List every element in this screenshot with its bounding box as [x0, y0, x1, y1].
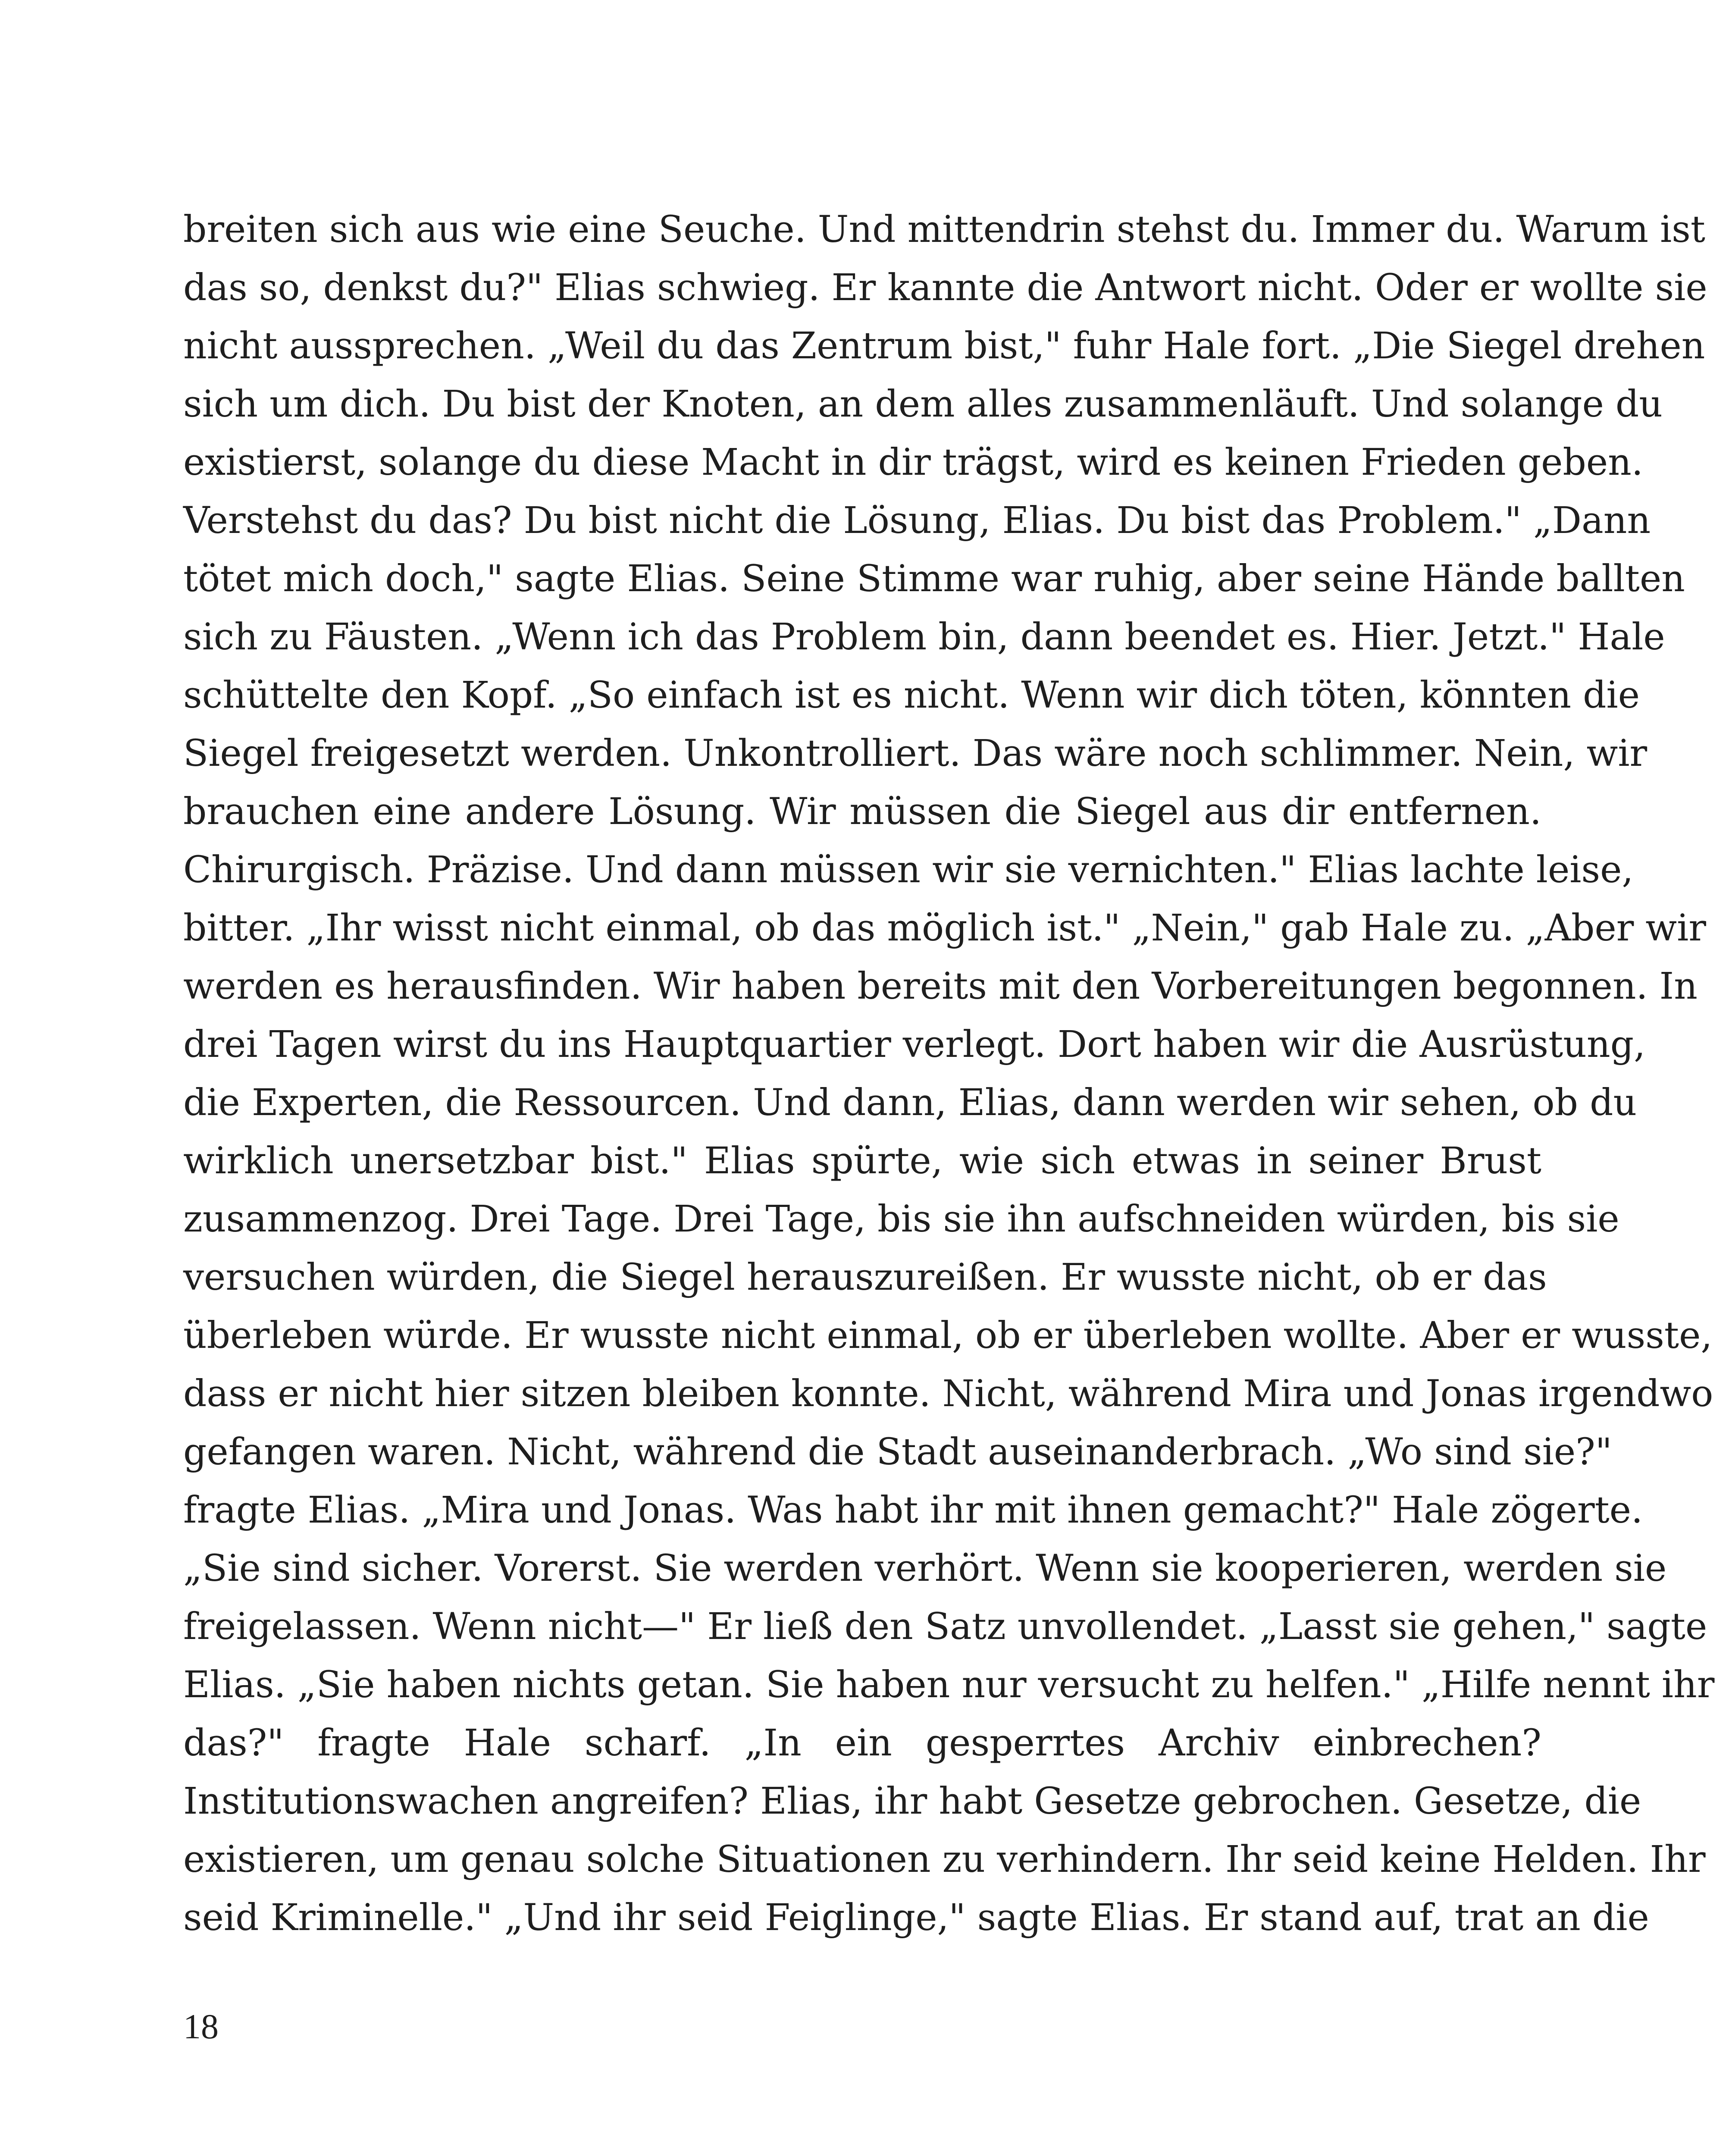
page-number: 18: [183, 2007, 219, 2046]
text-line: Institutionswachen angreifen? Elias, ihr habt Gesetze gebrochen. Gesetze, die: [183, 1780, 1641, 1823]
text-line: nicht aussprechen. „Weil du das Zentrum bist," fuhr Hale fort. „Die Siegel drehen: [183, 325, 1705, 367]
text-line: sich zu Fäusten. „Wenn ich das Problem bin, dann beendet es. Hier. Jetzt." Hale: [183, 616, 1665, 658]
text-line: gefangen waren. Nicht, während die Stadt auseinanderbrach. „Wo sind sie?": [183, 1431, 1612, 1473]
text-line: tötet mich doch," sagte Elias. Seine Stimme war ruhig, aber seine Hände ballten: [183, 558, 1685, 600]
text-line: überleben würde. Er wusste nicht einmal, ob er überleben wollte. Aber er wusste,: [183, 1314, 1713, 1357]
text-line: breiten sich aus wie eine Seuche. Und mittendrin stehst du. Immer du. Warum ist: [183, 208, 1706, 251]
text-line: Verstehst du das? Du bist nicht die Lösung, Elias. Du bist das Problem." „Dann: [183, 499, 1651, 542]
text-line: drei Tagen wirst du ins Hauptquartier verlegt. Dort haben wir die Ausrüstung,: [183, 1023, 1646, 1066]
text-line: bitter. „Ihr wisst nicht einmal, ob das möglich ist." „Nein," gab Hale zu. „Aber wir: [183, 907, 1706, 950]
body-text: [183, 201, 1715, 1947]
text-line: existierst, solange du diese Macht in dir trägst, wird es keinen Frieden geben.: [183, 441, 1643, 484]
text-line: brauchen eine andere Lösung. Wir müssen die Siegel aus dir entfernen.: [183, 790, 1541, 833]
text-line: werden es herausfinden. Wir haben bereits mit den Vorbereitungen begonnen. In: [183, 965, 1698, 1008]
text-line: existieren, um genau solche Situationen zu verhindern. Ihr seid keine Helden. Ihr: [183, 1838, 1706, 1881]
text-line: das so, denkst du?" Elias schwieg. Er kannte die Antwort nicht. Oder er wollte sie: [183, 266, 1707, 309]
text-line: das?" fragte Hale scharf. „In ein gesperrtes Archiv einbrechen?: [183, 1722, 1541, 1764]
text-line: die Experten, die Ressourcen. Und dann, Elias, dann werden wir sehen, ob du: [183, 1081, 1637, 1124]
text-line: freigelassen. Wenn nicht—" Er ließ den Satz unvollendet. „Lasst sie gehen," sagte: [183, 1605, 1707, 1648]
text-line: fragte Elias. „Mira und Jonas. Was habt ihr mit ihnen gemacht?" Hale zögerte.: [183, 1489, 1643, 1532]
text-line: Elias. „Sie haben nichts getan. Sie haben nur versucht zu helfen." „Hilfe nennt ihr: [183, 1664, 1715, 1706]
text-line: schüttelte den Kopf. „So einfach ist es nicht. Wenn wir dich töten, könnten die: [183, 674, 1640, 717]
text-line: wirklich unersetzbar bist." Elias spürte, wie sich etwas in seiner Brust: [183, 1140, 1541, 1182]
text-line: seid Kriminelle." „Und ihr seid Feiglinge," sagte Elias. Er stand auf, trat an die: [183, 1896, 1649, 1939]
text-line: sich um dich. Du bist der Knoten, an dem alles zusammenläuft. Und solange du: [183, 383, 1663, 426]
text-line: Siegel freigesetzt werden. Unkontrolliert. Das wäre noch schlimmer. Nein, wir: [183, 732, 1647, 775]
text-line: dass er nicht hier sitzen bleiben konnte. Nicht, während Mira und Jonas irgendwo: [183, 1373, 1713, 1415]
text-line: Chirurgisch. Präzise. Und dann müssen wir sie vernichten." Elias lachte leise,: [183, 849, 1634, 891]
text-line: zusammenzog. Drei Tage. Drei Tage, bis sie ihn aufschneiden würden, bis sie: [183, 1198, 1619, 1241]
text-line: „Sie sind sicher. Vorerst. Sie werden verhört. Wenn sie kooperieren, werden sie: [183, 1547, 1667, 1590]
text-line: versuchen würden, die Siegel herauszureißen. Er wusste nicht, ob er das: [183, 1256, 1547, 1299]
